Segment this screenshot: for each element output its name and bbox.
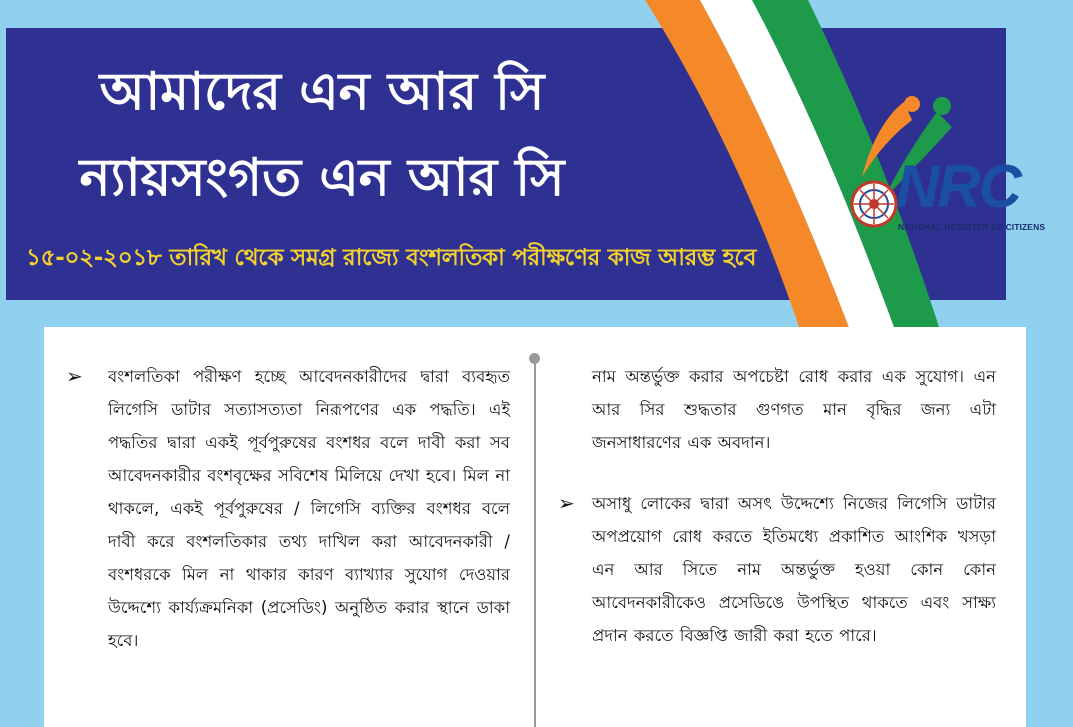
headline-line-2: ন্যায়সংগত এন আর সি	[79, 148, 565, 208]
right-continuation-paragraph: নাম অন্তর্ভুক্ত করার অপচেষ্টা রোধ করার এক সুযোগ। এন আর সির শুদ্ধতার গুণগত মান বৃদ্ধির জন্য এটা জনসাধারণের এক অবদান।	[592, 367, 996, 452]
column-divider	[534, 355, 536, 727]
arrow-bullet-icon: ➢	[66, 364, 83, 388]
headline-line-1: আমাদের এন আর সি	[99, 62, 545, 122]
divider-knob	[529, 353, 540, 364]
nrc-wordmark: NRC	[896, 153, 1020, 220]
content-panel	[44, 327, 1026, 727]
left-paragraph: বংশলতিকা পরীক্ষণ হচ্ছে আবেদনকারীদের দ্বারা ব্যবহৃত লিগেসি ডাটার সত্যাসত্যতা নিরূপণের এক পদ্ধতি। এই পদ্ধতির দ্বারা একই পূর্বপুরুষের বংশধর বলে দাবী করা সব আবেদনকারীর বংশবৃক্ষের সবিশেষ মিলিয়ে দেখা হবে। মিল না থাকলে, একই পূর্বপুরুষের / লিগেসি ব্যক্তির বংশধর বলে দাবী করে বংশলতিকার তথ্য দাখিল করা আবেদনকারী / বংশধরকে মিল না থাকার কারণ ব্যাখ্যার সুযোগ দেওয়ার উদ্দেশ্যে কার্য্যক্রমনিকা (প্রসেডিং) অনুষ্ঠিত করার স্থানে ডাকা হবে।	[108, 367, 510, 650]
banner-subtitle: ১৫-০২-২০১৮ তারিখ থেকে সমগ্র রাজ্যে বংশলতিকা পরীক্ষণের কাজ আরম্ভ হবে	[26, 245, 757, 271]
nrc-tagline: NATIONAL REGISTER OF CITIZENS	[898, 222, 1046, 232]
right-paragraph: অসাধু লোকের দ্বারা অসৎ উদ্দেশ্যে নিজের লিগেসি ডাটার অপপ্রয়োগ রোধ করতে ইতিমধ্যে প্রকাশিত আংশিক খসড়া এন আর সিতে নাম অন্তর্ভুক্ত হওয়া কোন কোন আবেদনকারীকেও প্রসেডিঙে উপস্থিত থাকতে এবং সাক্ষ্য প্রদান করতে বিজ্ঞপ্তি জারী করা হতে পারে।	[592, 494, 996, 645]
arrow-bullet-icon: ➢	[558, 491, 575, 515]
